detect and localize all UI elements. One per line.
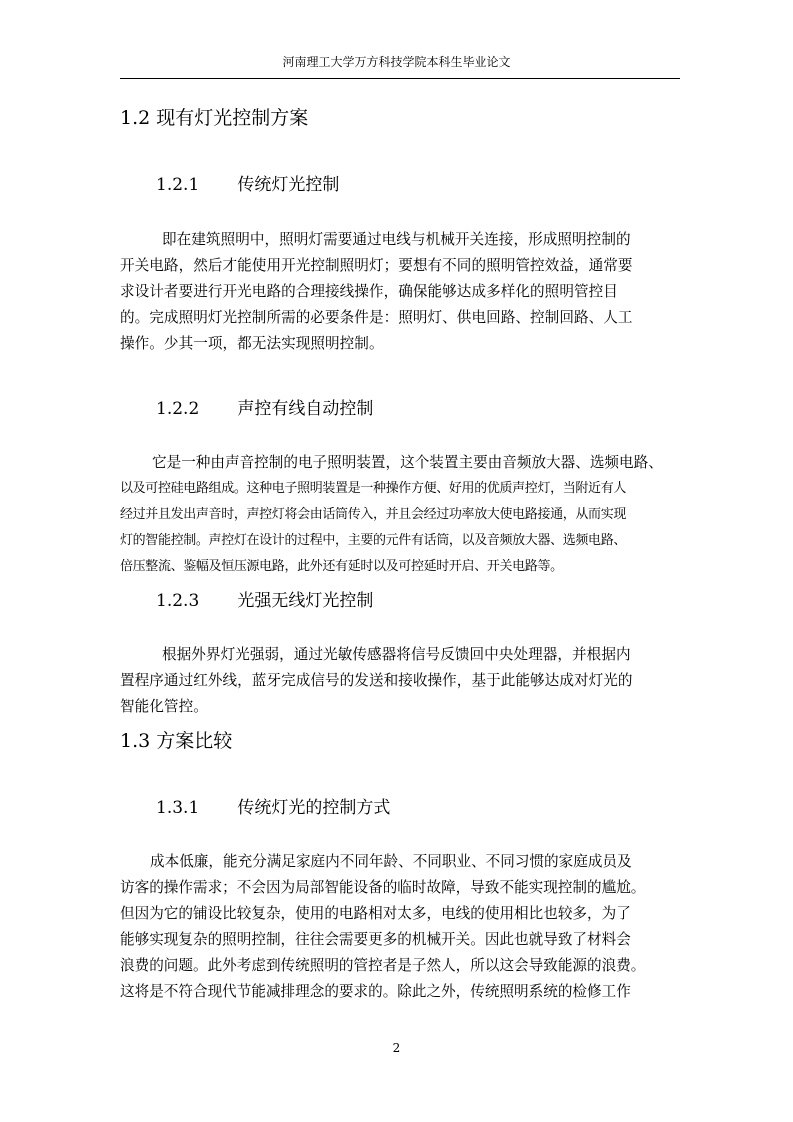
text-line: 根据外界灯光强弱，通过光敏传感器将信号反馈回中央处理器，并根据内 <box>162 646 631 663</box>
text-line: 即在建筑照明中，照明灯需要通过电线与机械开关连接，形成照明控制的 <box>162 231 631 248</box>
subsection-heading-1-2-3 <box>156 589 373 613</box>
text-line: 经过并且发出声音时，声控灯将会由话筒传入，并且会经过功率放大使电路接通，从而实现 <box>120 507 627 522</box>
text-line: 浪费的问题。此外考虑到传统照明的管控者是子然人，所以这会导致能源的浪费。 <box>120 957 646 974</box>
subsection-title: 光强无线灯光控制 <box>237 591 374 611</box>
text-line: 以及可控硅电路组成。这种电子照明装置是一种操作方便、好用的优质声控灯，当附近有人 <box>120 481 627 496</box>
text-line: 灯的智能控制。声控灯在设计的过程中，主要的元件有话筒，以及音频放大器、选频电路、 <box>120 533 627 548</box>
section-title: 现有灯光控制方案 <box>156 107 309 129</box>
text-line: 开关电路，然后才能使用开光控制照明灯；要想有不同的照明管控效益，通常要 <box>120 257 633 274</box>
text-line: 访客的操作需求；不会因为局部智能设备的临时故障，导致不能实现控制的尴尬。 <box>120 879 646 896</box>
text-line: 的。完成照明灯光控制所需的必要条件是：照明灯、供电回路、控制回路、人工 <box>120 309 633 326</box>
paragraph-traditional-control <box>120 227 633 357</box>
paragraph-traditional-comparison <box>120 849 645 1005</box>
section-heading-1-2 <box>120 105 308 131</box>
subsection-number: 1.3.1 <box>156 798 200 818</box>
running-header: 河南理工大学万方科技学院本科生毕业论文 <box>282 55 511 69</box>
section-heading-1-3 <box>120 728 232 754</box>
text-line: 这将是不符合现代节能减排理念的要求的。除此之外，传统照明系统的检修工作 <box>120 983 631 1000</box>
page-number: 2 <box>392 1041 401 1055</box>
text-line: 智能化管控。 <box>120 698 208 715</box>
paragraph-light-intensity-control <box>120 642 633 720</box>
subsection-title: 声控有线自动控制 <box>237 399 374 419</box>
text-line: 它是一种由声音控制的电子照明装置，这个装置主要由音频放大器、选频电路、 <box>152 454 663 471</box>
section-number: 1.3 <box>120 730 151 752</box>
subsection-title: 传统灯光控制 <box>237 175 340 195</box>
text-line: 置程序通过红外线，蓝牙完成信号的发送和接收操作，基于此能够达成对灯光的 <box>120 672 633 689</box>
subsection-number: 1.2.1 <box>156 175 200 195</box>
section-title: 方案比较 <box>156 730 233 752</box>
subsection-number: 1.2.2 <box>156 399 200 419</box>
text-line: 倍压整流、鉴幅及恒压源电路，此外还有延时以及可控延时开启、开关电路等。 <box>120 559 563 574</box>
text-line: 成本低廉，能充分满足家庭内不同年龄、不同职业、不同习惯的家庭成员及 <box>150 853 632 870</box>
header-rule <box>120 78 680 79</box>
text-line: 操作。少其一项，都无法实现照明控制。 <box>120 335 384 352</box>
text-line: 但因为它的铺设比较复杂，使用的电路相对太多，电线的使用相比也较多，为了 <box>120 905 631 922</box>
subsection-heading-1-3-1 <box>156 796 390 820</box>
section-number: 1.2 <box>120 107 151 129</box>
subsection-heading-1-2-1 <box>156 173 339 197</box>
text-line: 能够实现复杂的照明控制，往往会需要更多的机械开关。因此也就导致了材料会 <box>120 931 631 948</box>
text-line: 求设计者要进行开光电路的合理接线操作，确保能够达成多样化的照明管控目 <box>120 283 618 300</box>
subsection-title: 传统灯光的控制方式 <box>237 798 391 818</box>
paragraph-sound-control <box>120 450 663 580</box>
subsection-heading-1-2-2 <box>156 397 373 421</box>
subsection-number: 1.2.3 <box>156 591 200 611</box>
